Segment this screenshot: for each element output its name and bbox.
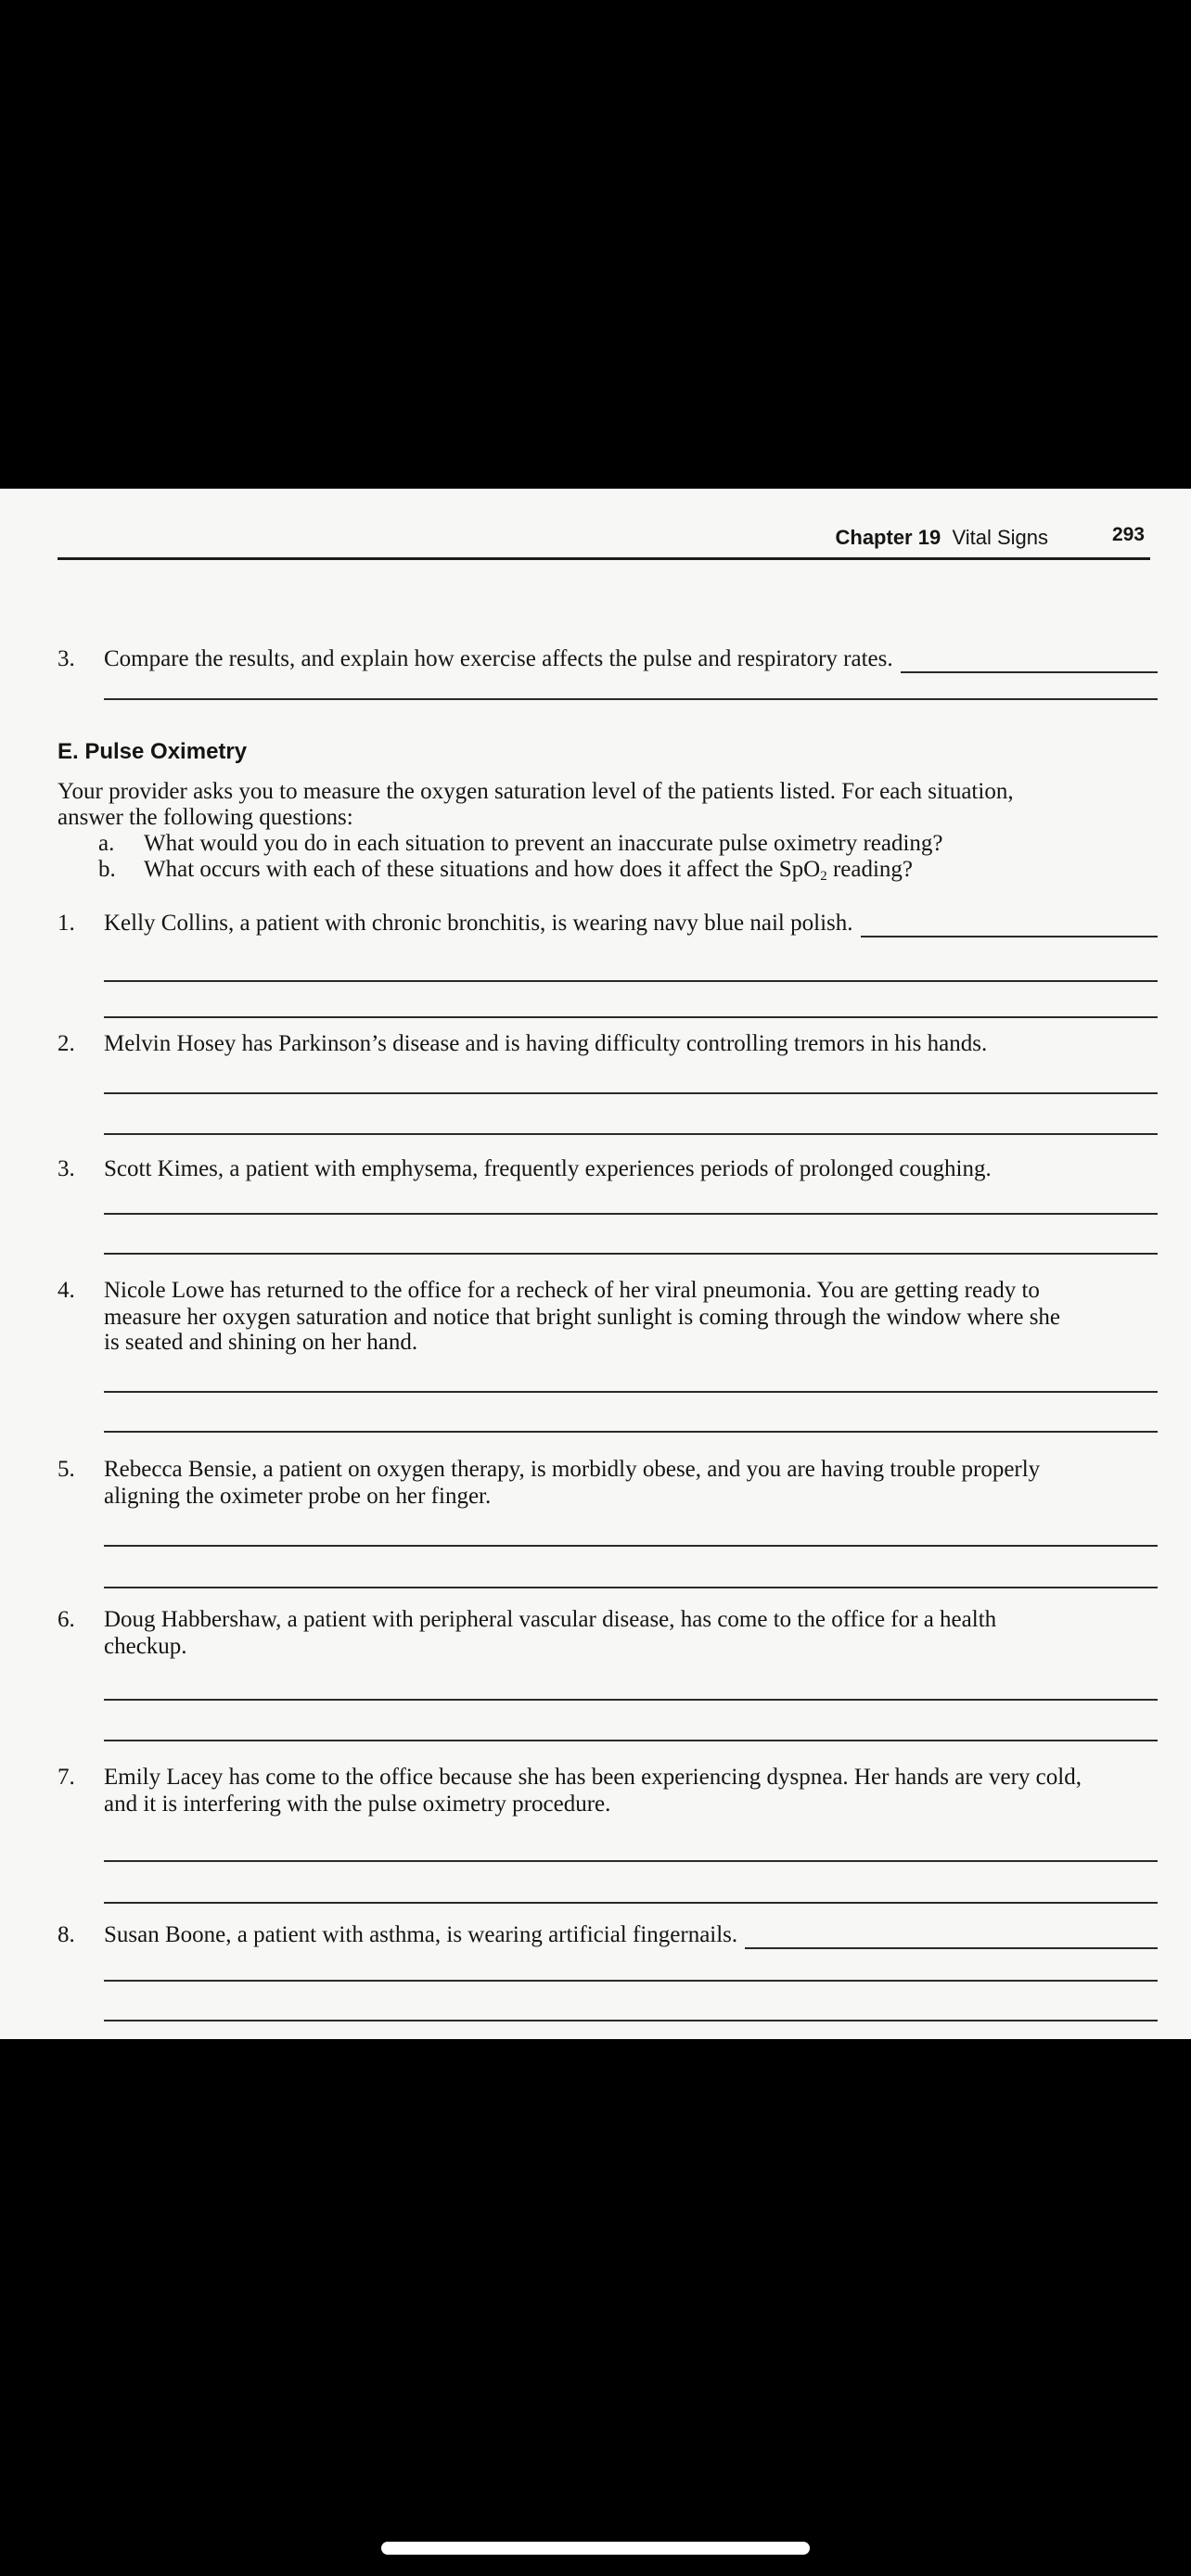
question-text: Nicole Lowe has returned to the office for a recheck of her viral pneumonia. You are getting ready to (104, 1278, 1040, 1303)
answer-line[interactable] (104, 1391, 1158, 1393)
question-3 (58, 1154, 1158, 1183)
answer-line[interactable] (104, 1016, 1158, 1018)
answer-line[interactable] (104, 1213, 1158, 1215)
question-text: Compare the results, and explain how exercise affects the pulse and respiratory rates. (104, 646, 893, 671)
question-text: Susan Boone, a patient with asthma, is wearing artificial fingernails. (104, 1922, 738, 1947)
answer-line[interactable] (104, 1253, 1158, 1255)
question-text: Melvin Hosey has Parkinson’s disease and is having difficulty controlling tremors in his hands. (104, 1031, 988, 1056)
chapter-title: Vital Signs (952, 526, 1048, 549)
answer-line[interactable] (104, 1587, 1158, 1588)
question-text-cont: and it is interfering with the pulse oximetry procedure. (104, 1792, 611, 1817)
question-number: 3. (58, 1156, 75, 1181)
answer-line[interactable] (104, 1092, 1158, 1094)
answer-line[interactable] (104, 1980, 1158, 1982)
question-number: 2. (58, 1031, 75, 1056)
question-number: 5. (58, 1457, 75, 1482)
answer-line[interactable] (104, 1545, 1158, 1547)
sub-question-a (58, 831, 1152, 857)
answer-blank[interactable] (901, 649, 1158, 673)
answer-line[interactable] (104, 2020, 1158, 2021)
question-7 (58, 1763, 1158, 1817)
question-prev-3 (58, 644, 1158, 673)
sub-text (140, 857, 913, 889)
question-1 (58, 909, 1158, 937)
sub-letter: b. (98, 857, 116, 882)
answer-line[interactable] (104, 1699, 1158, 1701)
question-number: 1. (58, 911, 75, 936)
question-number: 4. (58, 1278, 75, 1303)
instructions-line-2: answer the following questions: (58, 805, 353, 830)
header-rule (58, 557, 1150, 560)
sub-question-b (58, 857, 1152, 889)
section-title: E. Pulse Oximetry (58, 739, 248, 764)
sub-letter: a. (98, 831, 115, 856)
question-text: Doug Habbershaw, a patient with peripheral vascular disease, has come to the office for a health (104, 1607, 997, 1632)
question-text: Kelly Collins, a patient with chronic bronchitis, is wearing navy blue nail polish. (104, 911, 853, 936)
page-number: 293 (1111, 524, 1145, 545)
question-text: Scott Kimes, a patient with emphysema, frequently experiences periods of prolonged coughing. (104, 1156, 992, 1181)
question-text-cont: measure her oxygen saturation and notice that bright sunlight is coming through the window where she (104, 1305, 1061, 1330)
answer-line[interactable] (104, 980, 1158, 982)
question-2 (58, 1029, 1158, 1058)
sub-text-part-2: reading? (826, 857, 914, 882)
page-header (58, 526, 1150, 561)
subscript: 2 (820, 869, 827, 884)
answer-line[interactable] (104, 1740, 1158, 1741)
answer-blank[interactable] (745, 1925, 1158, 1949)
chapter-heading (836, 526, 1049, 550)
answer-line[interactable] (104, 1902, 1158, 1904)
question-5 (58, 1455, 1158, 1509)
question-text: Emily Lacey has come to the office because she has been experiencing dyspnea. Her hands are very cold, (104, 1765, 1082, 1790)
question-text-cont: is seated and shining on her hand. (104, 1330, 418, 1355)
sub-text: What would you do in each situation to prevent an inaccurate pulse oximetry reading? (144, 831, 943, 856)
question-number: 8. (58, 1922, 75, 1947)
answer-blank[interactable] (861, 913, 1159, 937)
home-indicator[interactable] (381, 2542, 810, 2555)
worksheet-page (0, 489, 1191, 2039)
answer-line[interactable] (104, 1133, 1158, 1135)
question-6 (58, 1605, 1158, 1659)
answer-line[interactable] (104, 1860, 1158, 1862)
instructions-line-1: Your provider asks you to measure the oxygen saturation level of the patients listed. For each situation, (58, 779, 1014, 804)
question-4 (58, 1276, 1158, 1355)
answer-line[interactable] (104, 698, 1158, 700)
question-text-cont: aligning the oximeter probe on her finger. (104, 1484, 492, 1509)
question-number: 3. (58, 646, 75, 671)
chapter-label: Chapter 19 (835, 526, 941, 549)
sub-text-part-1: What occurs with each of these situations and how does it affect the SpO (144, 857, 821, 882)
question-number: 6. (58, 1607, 75, 1632)
answer-line[interactable] (104, 1431, 1158, 1433)
question-text: Rebecca Bensie, a patient on oxygen therapy, is morbidly obese, and you are having trouble properly (104, 1457, 1041, 1482)
question-8 (58, 1920, 1158, 1949)
question-text-cont: checkup. (104, 1634, 187, 1659)
question-number: 7. (58, 1765, 75, 1790)
section-instructions (58, 779, 1152, 889)
